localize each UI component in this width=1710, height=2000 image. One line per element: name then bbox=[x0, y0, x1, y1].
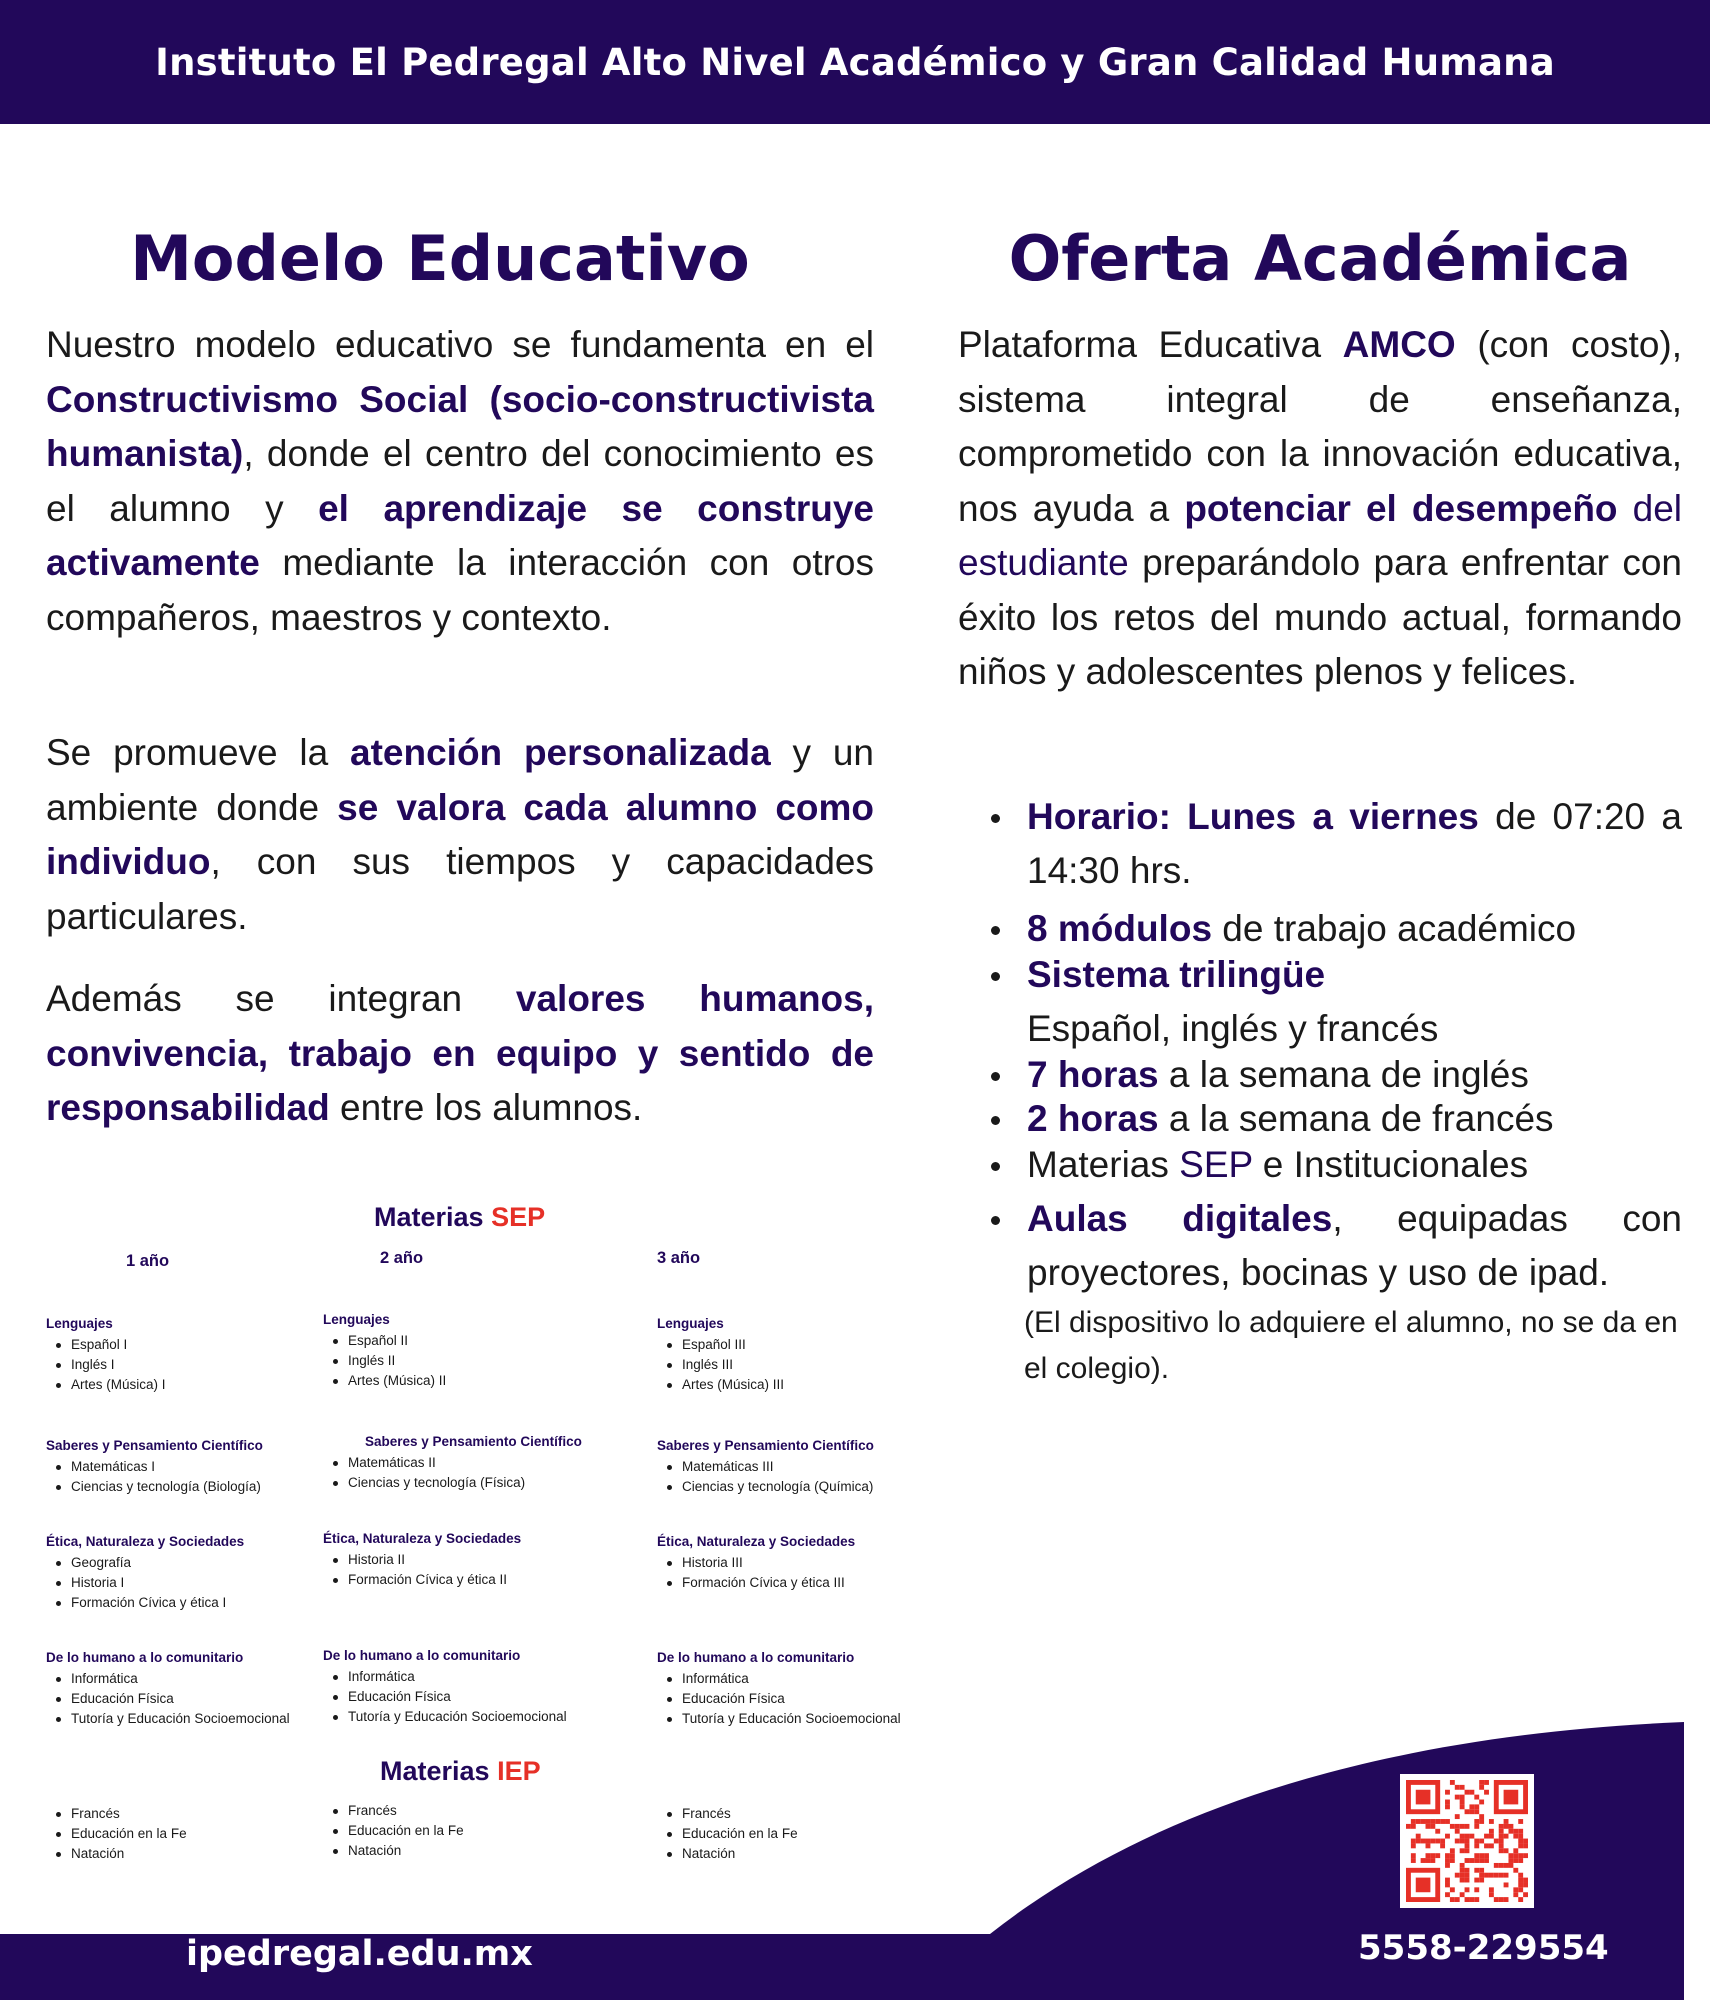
subject-item: Educación en la Fe bbox=[46, 1824, 187, 1844]
subject-group-title: De lo humano a lo comunitario bbox=[46, 1650, 244, 1665]
subject-group bbox=[657, 1436, 874, 1497]
subject-group bbox=[657, 1314, 784, 1394]
website-link[interactable]: ipedregal.edu.mx bbox=[186, 1934, 533, 1974]
subject-item: Tutoría y Educación Socioemocional bbox=[323, 1707, 567, 1727]
subject-item: Formación Cívica y ética III bbox=[657, 1573, 855, 1593]
subject-group-title: Ética, Naturaleza y Sociedades bbox=[323, 1531, 522, 1546]
subject-item: Historia III bbox=[657, 1553, 855, 1573]
qr-code[interactable] bbox=[1400, 1774, 1534, 1908]
subject-item: Informática bbox=[46, 1669, 290, 1689]
bullet-trilingue-languages: Español, inglés y francés bbox=[1027, 1008, 1439, 1049]
subject-group-title: Saberes y Pensamiento Científico bbox=[657, 1438, 874, 1453]
subject-item: Natación bbox=[657, 1844, 798, 1864]
subject-group-title: Lenguajes bbox=[657, 1316, 724, 1331]
iep-subject-list bbox=[323, 1801, 464, 1860]
subject-item: Educación Física bbox=[657, 1689, 901, 1709]
oferta-paragraph: Plataforma Educativa AMCO (con costo), sistema integral de enseñanza, comprometido con la innovación educativa, nos ayuda a potenciar el desempeño del estudiante preparándolo para enfrentar con éxito los retos del mundo actual, formando niños y adolescentes plenos y felices. bbox=[958, 324, 1682, 692]
bullet-modulos: 8 módulos de trabajo académico bbox=[958, 902, 1682, 956]
subject-item: Inglés I bbox=[46, 1355, 166, 1375]
subject-item: Formación Cívica y ética II bbox=[323, 1570, 521, 1590]
subject-group bbox=[46, 1648, 290, 1728]
subject-group-title: Ética, Naturaleza y Sociedades bbox=[657, 1534, 856, 1549]
materias-iep-heading: Materias IEP bbox=[380, 1756, 541, 1786]
subject-group bbox=[46, 1436, 263, 1497]
subject-group bbox=[323, 1432, 582, 1493]
year-2-label: 2 año bbox=[380, 1249, 424, 1267]
subject-item: Francés bbox=[323, 1801, 464, 1821]
bullet-horario: Horario: Lunes a viernes de 07:20 a 14:30 hrs. bbox=[958, 790, 1682, 898]
subject-item: Geografía bbox=[46, 1553, 244, 1573]
modelo-educativo-title: Modelo Educativo bbox=[130, 222, 750, 295]
subject-item: Educación Física bbox=[46, 1689, 290, 1709]
subject-item: Informática bbox=[657, 1669, 901, 1689]
subject-item: Artes (Música) III bbox=[657, 1375, 784, 1395]
header-title: Instituto El Pedregal Alto Nivel Académico y Gran Calidad Humana bbox=[155, 40, 1555, 84]
oferta-academica-title: Oferta Académica bbox=[1008, 222, 1632, 295]
bullet-materias: Materias SEP e Institucionales bbox=[958, 1138, 1682, 1192]
qr-code-pattern bbox=[1406, 1780, 1528, 1902]
device-note: (El dispositivo lo adquiere el alumno, no se da en el colegio). bbox=[1024, 1306, 1678, 1385]
subject-item: Tutoría y Educación Socioemocional bbox=[657, 1709, 901, 1729]
subject-group bbox=[323, 1529, 521, 1590]
bullet-frances-hours: 2 horas a la semana de francés bbox=[958, 1092, 1682, 1146]
subject-group-title: De lo humano a lo comunitario bbox=[657, 1650, 855, 1665]
subject-group-title: Saberes y Pensamiento Científico bbox=[46, 1438, 263, 1453]
subject-item: Español I bbox=[46, 1335, 166, 1355]
subject-item: Educación en la Fe bbox=[323, 1821, 464, 1841]
subject-item: Francés bbox=[46, 1804, 187, 1824]
subject-item: Ciencias y tecnología (Biología) bbox=[46, 1477, 263, 1497]
subject-group bbox=[657, 1532, 855, 1593]
bullet-ingles-hours: 7 horas a la semana de inglés bbox=[958, 1048, 1682, 1102]
subject-group bbox=[323, 1310, 446, 1390]
phone-number[interactable]: 5558-229554 bbox=[1358, 1928, 1609, 1968]
subject-group bbox=[657, 1648, 901, 1728]
subject-group-title: Lenguajes bbox=[46, 1316, 113, 1331]
subject-item: Educación en la Fe bbox=[657, 1824, 798, 1844]
subject-item: Educación Física bbox=[323, 1687, 567, 1707]
subject-group-title: Saberes y Pensamiento Científico bbox=[365, 1434, 582, 1449]
bullet-trilingue: Sistema trilingüe bbox=[958, 948, 1682, 1002]
subject-item: Español II bbox=[323, 1331, 446, 1351]
materias-sep-heading: Materias SEP bbox=[374, 1202, 546, 1232]
subject-item: Historia I bbox=[46, 1573, 244, 1593]
subject-item: Ciencias y tecnología (Química) bbox=[657, 1477, 874, 1497]
subject-group-title: Lenguajes bbox=[323, 1312, 390, 1327]
subject-item: Matemáticas I bbox=[46, 1457, 263, 1477]
subject-item: Natación bbox=[46, 1844, 187, 1864]
subject-group bbox=[323, 1646, 567, 1726]
subject-group bbox=[46, 1314, 166, 1394]
modelo-paragraph-1: Nuestro modelo educativo se fundamenta en el Constructivismo Social (socio-constructivista humanista), donde el centro del conocimiento es el alumno y el aprendizaje se construye activamente mediante la interacción con otros compañeros, maestros y contexto. bbox=[46, 324, 874, 638]
modelo-paragraph-2: Se promueve la atención personalizada y un ambiente donde se valora cada alumno como individuo, con sus tiempos y capacidades particulares. bbox=[46, 732, 874, 937]
iep-subject-list bbox=[657, 1804, 798, 1863]
iep-subject-list bbox=[46, 1804, 187, 1863]
subject-item: Matemáticas III bbox=[657, 1457, 874, 1477]
subject-item: Informática bbox=[323, 1667, 567, 1687]
bullet-aulas-digitales: Aulas digitales, equipadas con proyectores, bocinas y uso de ipad. bbox=[958, 1192, 1682, 1300]
subject-item: Español III bbox=[657, 1335, 784, 1355]
subject-item: Matemáticas II bbox=[323, 1453, 582, 1473]
subject-group-title: De lo humano a lo comunitario bbox=[323, 1648, 521, 1663]
subject-item: Formación Cívica y ética I bbox=[46, 1593, 244, 1613]
subject-item: Artes (Música) II bbox=[323, 1371, 446, 1391]
header-banner bbox=[0, 0, 1710, 124]
subject-group-title: Ética, Naturaleza y Sociedades bbox=[46, 1534, 245, 1549]
subject-item: Historia II bbox=[323, 1550, 521, 1570]
modelo-paragraph-3: Además se integran valores humanos, convivencia, trabajo en equipo y sentido de responsabilidad entre los alumnos. bbox=[46, 978, 875, 1128]
subject-item: Natación bbox=[323, 1841, 464, 1861]
year-1-label: 1 año bbox=[126, 1252, 170, 1270]
subject-item: Tutoría y Educación Socioemocional bbox=[46, 1709, 290, 1729]
subject-item: Francés bbox=[657, 1804, 798, 1824]
subject-item: Inglés II bbox=[323, 1351, 446, 1371]
subject-item: Inglés III bbox=[657, 1355, 784, 1375]
subject-item: Artes (Música) I bbox=[46, 1375, 166, 1395]
subject-group bbox=[46, 1532, 244, 1612]
year-3-label: 3 año bbox=[657, 1249, 701, 1267]
subject-item: Ciencias y tecnología (Física) bbox=[323, 1473, 582, 1493]
